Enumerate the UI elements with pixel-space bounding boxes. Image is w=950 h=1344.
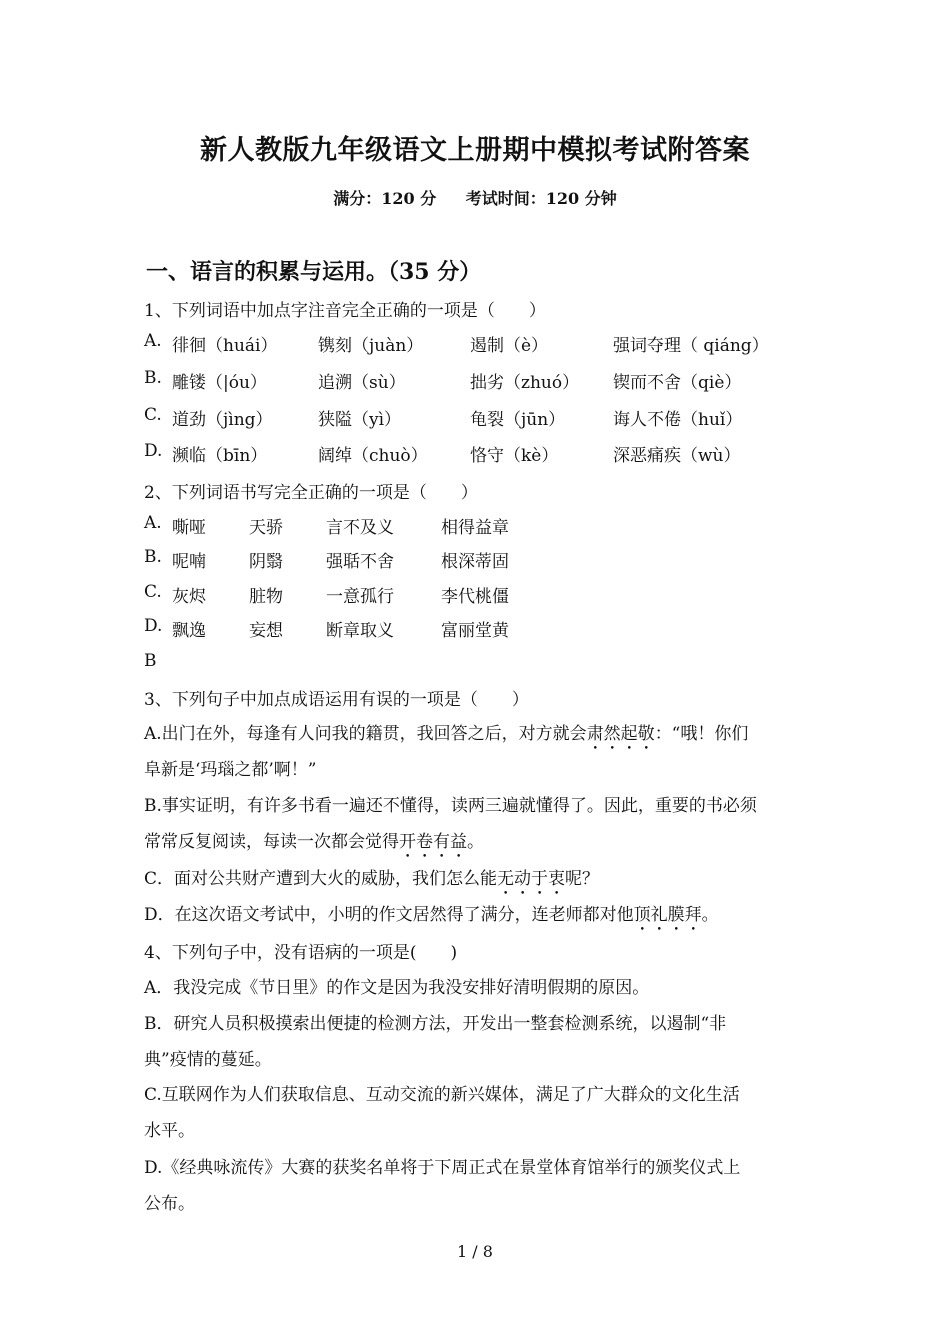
q4-option-a: A．我没完成《节日里》的作文是因为我没安排好清明假期的原因。 <box>144 978 650 998</box>
option-item: 一意孤行 <box>326 587 394 607</box>
option-item: 雕镂（|óu） <box>172 373 267 393</box>
q4-option-d: D.《经典咏流传》大赛的获奖名单将于下周正式在景堂体育馆举行的颁奖仪式上 <box>144 1158 741 1178</box>
option-item: 镌刻（juàn） <box>318 336 424 356</box>
q4-stem: 4、下列句子中，没有语病的一项是( ) <box>144 943 458 963</box>
option-label: C. <box>144 582 162 602</box>
q3-option-c: C．面对公共财产遭到大火的威胁，我们怎么能无动于衷呢？ <box>144 869 600 889</box>
option-label: D. <box>144 441 163 461</box>
option-item: 断章取义 <box>326 621 394 641</box>
emphasized-idiom: 顶礼膜拜 <box>633 905 702 925</box>
q3-option-d: D．在这次语文考试中，小明的作文居然得了满分，连老师都对他顶礼膜拜。 <box>144 905 719 925</box>
option-item: 强词夺理（ qiáng） <box>613 336 769 356</box>
exam-time: 考试时间：120 分钟 <box>465 189 617 208</box>
q3-stem: 3、下列句子中加点成语运用有误的一项是（ ） <box>144 690 529 710</box>
option-label: C. <box>144 405 162 425</box>
option-item: 深恶痛疾（wù） <box>613 446 741 466</box>
section-heading: 一、语言的积累与运用。（35 分） <box>146 259 482 285</box>
q3-option-a: A.出门在外，每逢有人问我的籍贯，我回答之后，对方就会肃然起敬：“哦！你们 <box>144 724 749 744</box>
option-item: 阔绰（chuò） <box>318 446 428 466</box>
option-item: 拙劣（zhuó） <box>470 373 580 393</box>
option-item: 灰烬 <box>172 587 206 607</box>
q2-answer: B <box>144 651 157 671</box>
option-item: 遏制（è） <box>470 336 549 356</box>
option-label: A. <box>144 513 162 533</box>
emphasized-idiom: 开卷有益 <box>399 832 467 852</box>
option-item: 恪守（kè） <box>470 446 559 466</box>
option-item: 脏物 <box>249 587 283 607</box>
option-label: D. <box>144 616 163 636</box>
q4-option-b-cont: 典”疫情的蔓延。 <box>144 1050 272 1070</box>
option-item: 呢喃 <box>172 552 206 572</box>
option-label: B. <box>144 547 162 567</box>
option-item: 龟裂（jūn） <box>470 410 566 430</box>
q4-option-c: C.互联网作为人们获取信息、互动交流的新兴媒体，满足了广大群众的文化生活 <box>144 1085 740 1105</box>
q2-stem: 2、下列词语书写完全正确的一项是（ ） <box>144 483 478 503</box>
full-score: 满分：120 分 <box>333 189 437 208</box>
option-item: 李代桃僵 <box>441 587 509 607</box>
option-item: 嘶哑 <box>172 518 206 538</box>
option-item: 天骄 <box>249 518 283 538</box>
option-item: 追溯（sù） <box>318 373 406 393</box>
option-item: 徘徊（huái） <box>172 336 278 356</box>
q3-option-b-cont: 常常反复阅读，每读一次都会觉得开卷有益。 <box>144 832 484 852</box>
q1-stem: 1、下列词语中加点字注音完全正确的一项是（ ） <box>144 301 546 321</box>
page-title: 新人教版九年级语文上册期中模拟考试附答案 <box>200 135 750 166</box>
option-item: 锲而不舍（qiè） <box>613 373 742 393</box>
q3-option-a-cont: 阜新是‘玛瑙之都’啊！” <box>144 760 317 780</box>
option-item: 诲人不倦（huǐ） <box>613 410 743 430</box>
page-number: 1 / 8 <box>457 1242 493 1261</box>
q4-option-b: B．研究人员积极摸索出便捷的检测方法，开发出一整套检测系统，以遏制“非 <box>144 1014 727 1034</box>
option-label: B. <box>144 368 162 388</box>
exam-info <box>0 186 950 209</box>
emphasized-idiom: 无动于衷 <box>497 869 566 889</box>
option-item: 濒临（bīn） <box>172 446 268 466</box>
option-item: 道劲（jìng） <box>172 410 273 430</box>
option-item: 强聒不舍 <box>326 552 394 572</box>
option-item: 妄想 <box>249 621 283 641</box>
option-item: 根深蒂固 <box>441 552 509 572</box>
option-item: 相得益章 <box>441 518 509 538</box>
q3-option-b: B.事实证明，有许多书看一遍还不懂得，读两三遍就懂得了。因此，重要的书必须 <box>144 796 757 816</box>
option-label: A. <box>144 331 162 351</box>
option-item: 阴翳 <box>249 552 283 572</box>
emphasized-idiom: 肃然起敬 <box>586 724 655 744</box>
option-item: 狭隘（yì） <box>318 410 402 430</box>
option-item: 言不及义 <box>326 518 394 538</box>
q4-option-c-cont: 水平。 <box>144 1121 195 1141</box>
option-item: 飘逸 <box>172 621 206 641</box>
option-item: 富丽堂黄 <box>441 621 509 641</box>
q4-option-d-cont: 公布。 <box>144 1194 195 1214</box>
